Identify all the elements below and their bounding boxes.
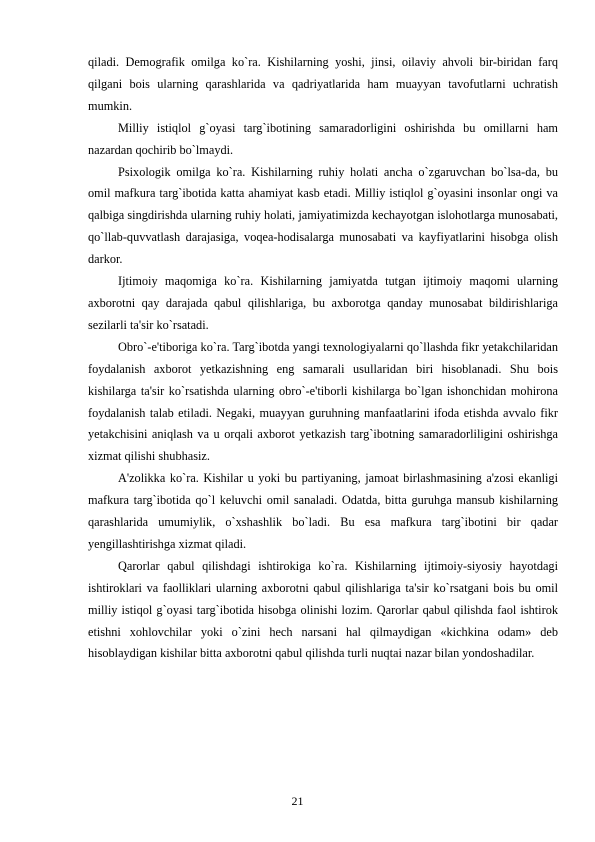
paragraph-social-status: Ijtimoiy maqomiga ko`ra. Kishilarning jamiyatda tutgan ijtimoiy maqomi ularning axborotni qay darajada qabul qilishlariga, bu axborotga qanday munosabat bildirishlariga sezilarli ta'sir ko`rsatadi.: [88, 274, 558, 332]
paragraph-national-idea: Milliy istiqlol g`oyasi targ`ibotining samaradorligini oshirishda bu omillarni ham nazardan qochirib bo`lmaydi.: [88, 120, 558, 157]
paragraph-decision-making: Qarorlar qabul qilishdagi ishtirokiga ko`ra. Kishilarning ijtimoiy-siyosiy hayotdagi ishtiroklari va faolliklari ularning axborotni qabul qilishlariga ta'sir ko`rsatgani bois bu omil milliy istiqol g`oyasi targ`ibotida hisobga olinishi lozim. Qarorlar qabul qilishda faol ishtirok etishni xohlovchilar yoki o`zini hech narsani hal qilmaydigan «kichkina odam» deb hisoblaydigan kishilar bitta axborotni qabul qilishda turli nuqtai nazar bilan yondoshadilar.: [88, 558, 558, 661]
page-number: 21: [291, 794, 304, 808]
page-body: [88, 52, 558, 665]
paragraph-demographic: qiladi. Demografik omilga ko`ra. Kishilarning yoshi, jinsi, oilaviy ahvoli bir-biridan farq qilgani bois ularning qarashlarida va qadriyatlarida ham muayyan tavofutlarni uchratish mumkin.: [88, 55, 558, 113]
paragraph-membership: A'zolikka ko`ra. Kishilar u yoki bu partiyaning, jamoat birlashmasining a'zosi ekanligi mafkura targ`ibotida qo`l keluvchi omil sanaladi. Odatda, bitta guruhga mansub kishilarning qarashlarida umumiylik, o`xshashlik bo`ladi. Bu esa mafkura targ`ibotini bir qadar yengillashtirishga xizmat qiladi.: [88, 471, 558, 551]
paragraph-psychological: Psixologik omilga ko`ra. Kishilarning ruhiy holati ancha o`zgaruvchan bo`lsa-da, bu omil mafkura targ`ibotida katta ahamiyat kasb etadi. Milliy istiqlol g`oyasini insonlar ongi va qalbiga singdirishda ularning ruhiy holati, jamiyatimizda kechayotgan islohotlarga munosabati, qo`llab-quvvatlash darajasiga, voqea-hodisalarga munosabati va kayfiyatlarini hisobga olish darkor.: [88, 164, 558, 267]
paragraph-reputation: Obro`-e'tiboriga ko`ra. Targ`ibotda yangi texnologiyalarni qo`llashda fikr yetakchilaridan foydalanish axborot yetkazishning eng samarali usullaridan biri hisoblanadi. Shu bois kishilarga ta'sir ko`rsatishda ularning obro`-e'tiborli kishilarga bo`lgan ishonchidan mohirona foydalanish talab etiladi. Negaki, muayyan guruhning manfaatlarini ifoda etishda avvalo fikr yetakchisini aniqlash va u orqali axborot yetkazish targ`ibotning samaradorliligini oshirishga xizmat qilishi shubhasiz.: [88, 339, 558, 464]
